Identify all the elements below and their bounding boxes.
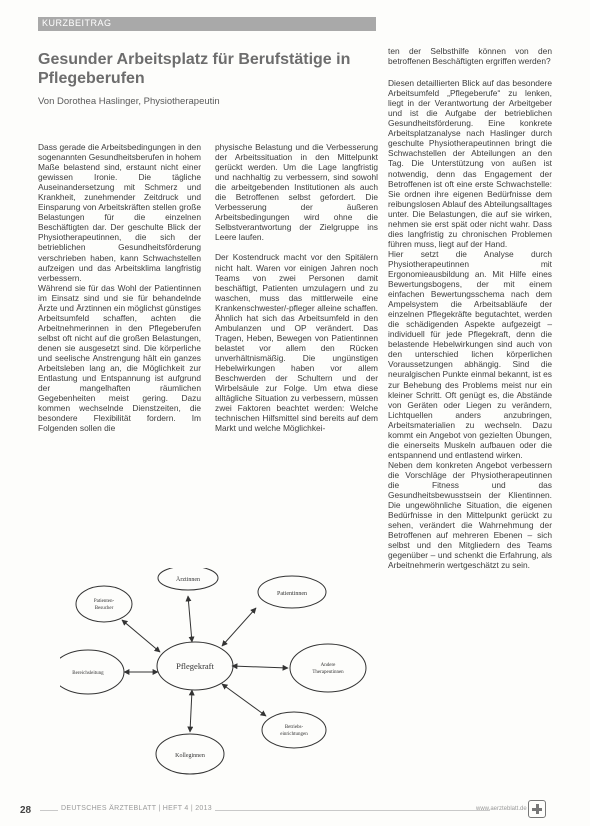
arrow	[188, 596, 192, 642]
text-column-1	[38, 142, 201, 433]
diagram-svg	[60, 568, 380, 778]
paragraph: Hier setzt die Analyse durch Physiotherapeutinnen mit Ergonomieausbildung an. Mit Hilfe eines Bewertungsbogens, der mit einem einfachen Bewertungsschema nach dem Ampelsystem die Arbeitsabläufe der einzelnen Pflegekräfte begutachtet, werden die schädigenden Aspekte aufgezeigt – individuell für jede Pflegekraft, denn die belastende Hebelwirkungen sind auch von den unterschied lichen körperlichen Voraussetzungen abhängig. Sind die neuralgischen Punkte einmal bekannt, ist es zur Behebung des Problems meist nur ein kleiner Schritt. Oft genügt es, die Abstände von Geräten oder Liegen zu verändern, Lichtquellen anders anzubringen, Arbeitsmaterialien zu wechseln. Dazu kommt ein Angebot von gezielten Übungen, die einerseits Muskeln aufbauen oder die entspannend und entlastend wirken.	[388, 248, 552, 460]
cross-logo-icon	[528, 800, 546, 818]
section-label: KURZBEITRAG	[42, 18, 112, 28]
text-column-3	[388, 46, 552, 570]
paragraph: Dass gerade die Arbeitsbedingungen in den sogenannten Gesundheitsberufen in hohem Maße belastend sind, erstaunt nicht einer gewissen Ironie. Die tägliche Auseinandersetzung mit Schmerz und Krankheit, zunehmender Zeitdruck und Einsparung von Arbeitskräften stellen große Belastungen für die einzelnen Beschäftigten dar. Der geschulte Blick der Physiotherapeutinnen, die sich der betrieblichen Gesundheitsförderung verschrieben haben, kann Schwachstellen aufzeigen und das Arbeitsklima langfristig verbessern.	[38, 142, 201, 283]
node-label: Besucher	[94, 606, 114, 611]
node-label: Patientinnen	[277, 591, 307, 597]
arrow	[222, 608, 256, 646]
paragraph: Der Kostendruck macht vor den Spitälern nicht halt. Waren vor einigen Jahren noch Teams von zwei Personen damit beschäftigt, Patienten umzulagern und zu waschen, muss das mittlerweile eine Krankenschwester/-pfleger alleine schaffen. Ähnlich hat sich das Arbeitsumfeld in den Ambulanzen und OP verändert. Das Tragen, Heben, Bewegen von Patientinnen belastet vor allem den Rücken unverhältnismäßig. Die ungünstigen Hebelwirkungen haben vor allem Beschwerden der Schultern und der Wirbelsäule zur Folge. Um etwa diese alltägliche Situation zu verbessern, müssen zwei Faktoren beachtet werden: Welche technischen Hilfsmittel sind bereits auf dem Markt und welche Möglichkei-	[215, 252, 378, 434]
node-bottomright	[262, 712, 326, 748]
arrow	[190, 690, 192, 732]
page-number: 28	[20, 805, 32, 816]
paragraph: Diesen detaillierten Blick auf das besondere Arbeitsumfeld „Pflegeberufe“ zu lenken, liegt in der Verantwortung der Arbeitgeber und ist die Aufgabe der betrieblichen Gesundheitsförderung. Eine konkrete Arbeitsplatzanalyse nach Haslinger durch geschulte Physiotherapeutinnen bringt die Schwachstellen der Abteilungen an den Tag. Die Unterstützung von außen ist notwendig, denn das Engagement der Betroffenen ist oft eine erste Schwachstelle: Sie ordnen ihre eigenen Bedürfnisse dem reibungslosen Ablauf des Abteilungsalltages unter. Die Belastungen, die auf sie wirken, nehmen sie erst spät oder nicht wahr. Dass dies langfristig zu chronischen Problemen führen muss, liegt auf der Hand.	[388, 78, 552, 249]
article-byline: Von Dorothea Haslinger, Physiotherapeutin	[38, 96, 220, 107]
node-label: Therapeutinnen	[312, 670, 344, 675]
node-label: Betriebs-	[284, 725, 304, 730]
node-label: Kolleginnen	[175, 753, 205, 759]
journal-name: DEUTSCHES ÄRZTEBLATT | HEFT 4 | 2013	[58, 805, 215, 812]
arrow	[232, 666, 288, 668]
footer-url[interactable]: www.aerzteblatt.de	[476, 806, 527, 812]
paragraph: ten der Selbsthilfe können von den betroffenen Beschäftigten ergriffen werden?	[388, 46, 552, 67]
node-label: Ärztinnen	[176, 577, 200, 583]
article-title: Gesunder Arbeitsplatz für Berufstätige in Pflegeberufen	[38, 51, 351, 87]
section-bar	[38, 17, 376, 31]
page-footer	[0, 800, 590, 820]
relationship-diagram	[60, 568, 380, 778]
paragraph: physische Belastung und die Verbesserung der Arbeitssituation in den Mittelpunkt gerückt werden. Um die Lage langfristig und nachhaltig zu verbessern, sind sowohl die arbeitgebenden Institutionen als auch die Betroffenen selbst gefordert. Die Verbesserung der äußeren Arbeitsbedingungen wird ohne die Selbstverantwortung der Zielgruppe ins Leere laufen.	[215, 142, 378, 243]
node-topleft	[76, 586, 132, 622]
paragraph: Neben dem konkreten Angebot verbessern die Vorschläge der Physiotherapeutinnen die Fitness und das Gesundheitsbewusstsein der Klientinnen. Die ungewöhnliche Situation, die eigenen Bedürfnisse in den Mittelpunkt gerückt zu sehen, verändert die Wahrnehmung der Betroffenen auf mehreren Ebenen – sich selbst und den Mitgliedern des Teams gegenüber – und schenkt die Erfahrung, als Arbeitnehmerin wertgeschätzt zu sein.	[388, 459, 552, 571]
arrow	[122, 620, 160, 652]
node-right	[290, 644, 366, 692]
node-label: Bereichsleitung	[72, 671, 104, 676]
arrow	[222, 684, 266, 716]
node-label: Andere	[320, 663, 336, 668]
paragraph: Während sie für das Wohl der Patientinnen im Einsatz sind und sie für behandelnde Ärzte und Ärztinnen ein möglichst günstiges Arbeitsumfeld schaffen, achten die Arbeitnehmerinnen in den Pflegeberufen selbst oft nicht auf die großen Belastungen, denen sie ausgesetzt sind. Die körperliche und seelische Anstrengung hält ein ganzes Arbeitsleben lang an, die Möglichkeit zur Entlastung und Entspannung ist aufgrund der mangelhaften räumlichen Gegebenheiten meist gering. Dazu kommen wechselnde Dienstzeiten, die besondere Flexibilität fordern. Im Folgenden sollen die	[38, 282, 201, 434]
node-label: einrichtungen	[280, 732, 308, 737]
center-label: Pflegekraft	[176, 661, 214, 671]
text-column-2	[215, 142, 378, 433]
node-label: Patienten-	[93, 599, 115, 604]
